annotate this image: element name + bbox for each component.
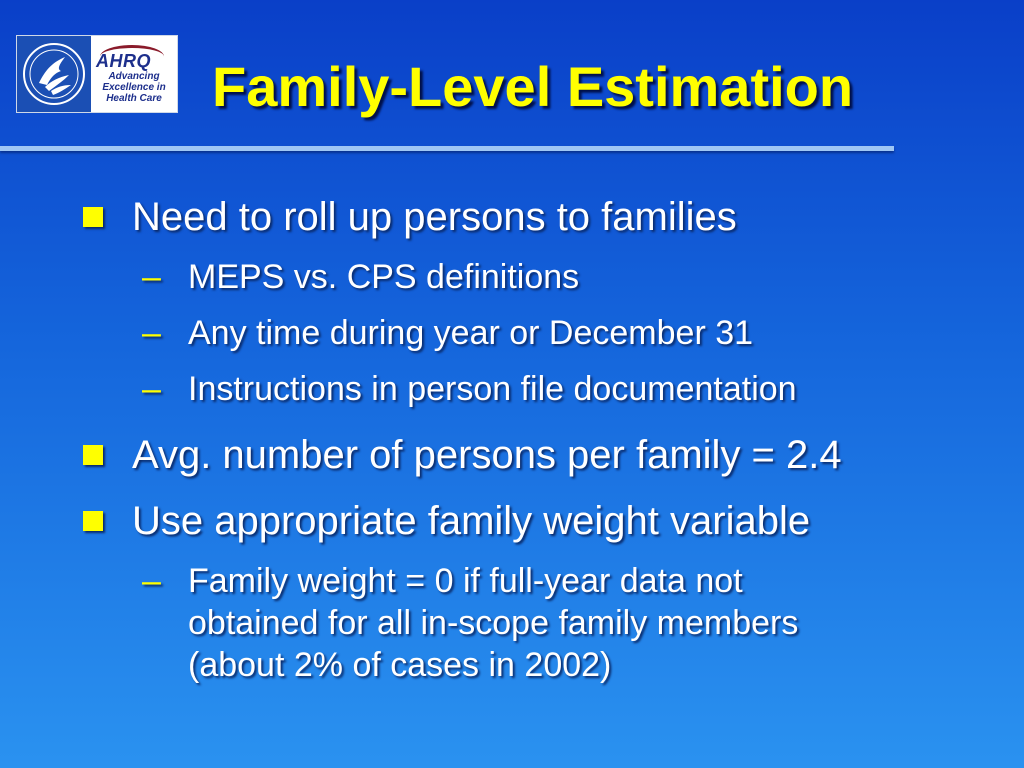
square-bullet-icon	[83, 511, 103, 531]
eagle-icon	[21, 41, 87, 107]
sub-bullet-text-line: obtained for all in-scope family members	[188, 604, 799, 642]
ahrq-wordmark: AHRQ	[96, 50, 151, 71]
sub-bullet-item	[78, 256, 978, 298]
ahrq-tagline-1: Advancing	[108, 70, 160, 82]
dash-marker: –	[142, 370, 161, 408]
sub-bullet-text-line: Family weight = 0 if full-year data not	[188, 562, 743, 600]
sub-bullet-text: Instructions in person file documentation	[188, 370, 797, 408]
ahrq-tagline-3: Health Care	[106, 92, 162, 104]
sub-bullet-text: MEPS vs. CPS definitions	[188, 258, 580, 296]
sub-bullet-text-line: (about 2% of cases in 2002)	[188, 646, 612, 684]
bullet-list	[78, 192, 978, 686]
dash-marker: –	[142, 562, 161, 600]
bullet-item	[78, 496, 978, 546]
dash-marker: –	[142, 258, 161, 296]
slide-title: Family-Level Estimation	[212, 55, 854, 118]
sub-bullet-text: Any time during year or December 31	[188, 314, 754, 352]
sub-bullet-item	[78, 312, 978, 354]
sub-bullet-item	[78, 368, 978, 410]
bullet-item	[78, 430, 978, 480]
bullet-text: Avg. number of persons per family = 2.4	[132, 433, 842, 477]
square-bullet-icon	[83, 207, 103, 227]
bullet-item	[78, 192, 978, 242]
bullet-text: Need to roll up persons to families	[132, 195, 737, 239]
title-divider	[0, 146, 894, 151]
square-bullet-icon	[83, 445, 103, 465]
sub-bullet-item	[78, 560, 978, 686]
ahrq-logo-panel	[91, 36, 177, 112]
bullet-text: Use appropriate family weight variable	[132, 499, 811, 543]
logo-banner	[16, 35, 178, 113]
ahrq-logo	[94, 45, 174, 71]
dash-marker: –	[142, 314, 161, 352]
ahrq-tagline-2: Excellence in	[102, 81, 166, 93]
hhs-seal-logo	[17, 36, 91, 112]
